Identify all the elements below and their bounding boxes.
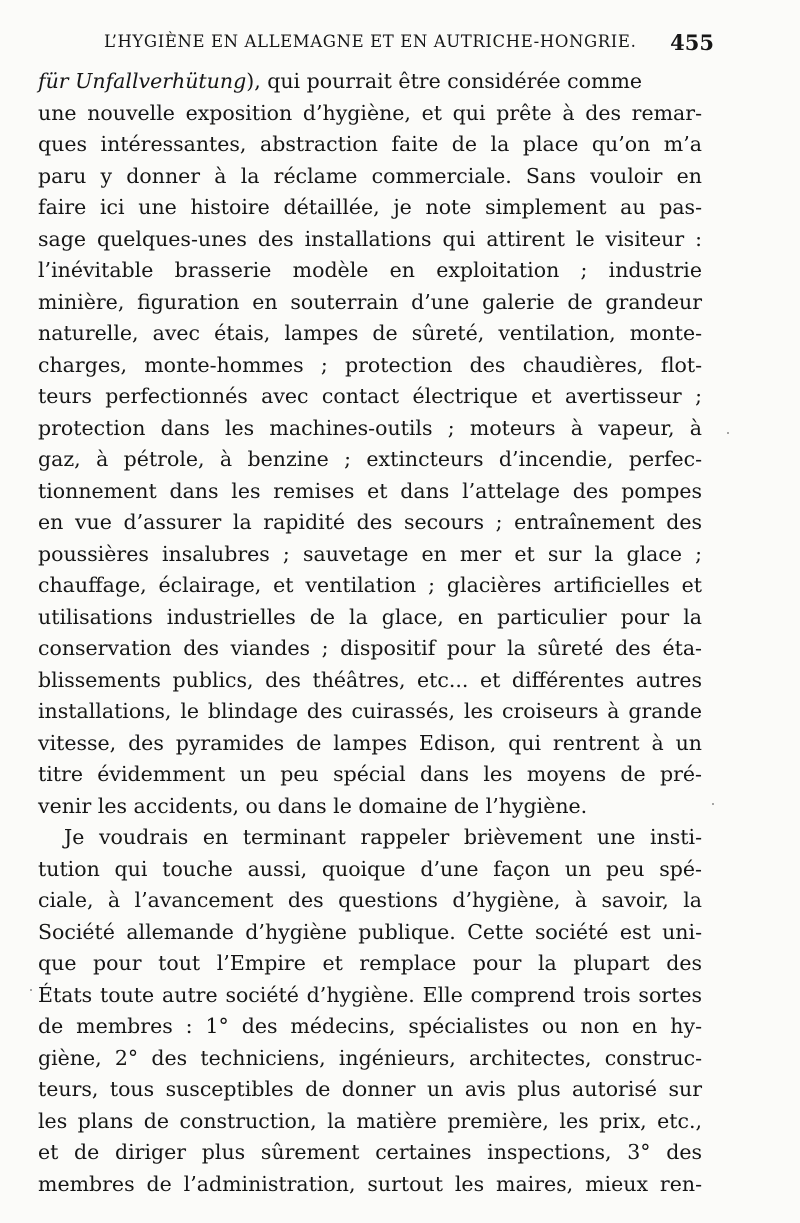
text-line [38, 66, 702, 98]
page-number: 455 [670, 30, 714, 55]
body-text [38, 66, 702, 1200]
text-line: sage quelques-unes des installations qui attirent le visiteur : [38, 226, 702, 251]
text-line: une nouvelle exposition d’hygiène, et qui prête à des remar- [38, 100, 702, 125]
text-line: teurs perfectionnés avec contact électrique et avertisseur ; [38, 384, 702, 408]
text-line: charges, monte-hommes ; protection des chaudières, flot- [38, 352, 702, 377]
paper-speck [712, 803, 714, 805]
text-line: de membres : 1° des médecins, spécialistes ou non en hy- [38, 1014, 702, 1038]
text-line: minière, figuration en souterrain d’une galerie de grandeur [38, 289, 702, 314]
text-line: conservation des viandes ; dispositif pour la sûreté des éta- [38, 636, 702, 660]
text-line: titre évidemment un peu spécial dans les moyens de pré- [38, 762, 702, 786]
text-line: et de diriger plus sûrement certaines inspections, 3° des [38, 1140, 702, 1164]
text-line: poussières insalubres ; sauvetage en mer et sur la glace ; [38, 541, 702, 566]
text-line: l’inévitable brasserie modèle en exploitation ; industrie [38, 258, 702, 282]
text-line: tionnement dans les remises et dans l’attelage des pompes [38, 478, 702, 503]
text-line: installations, le blindage des cuirassés, les croiseurs à grande [38, 699, 702, 723]
text-line: giène, 2° des techniciens, ingénieurs, architectes, construc- [38, 1045, 702, 1070]
text-line: Société allemande d’hygiène publique. Cette société est uni- [38, 919, 702, 944]
text-line: États toute autre société d’hygiène. Elle comprend trois sortes [38, 982, 702, 1007]
italic-title: für Unfallverhütung [38, 69, 247, 93]
text-line: membres de l’administration, surtout les maires, mieux ren- [38, 1171, 702, 1196]
text-line: faire ici une histoire détaillée, je note simplement au pas- [38, 195, 702, 219]
text-line: en vue d’assurer la rapidité des secours ; entraînement des [38, 510, 702, 534]
text-line: paru y donner à la réclame commerciale. Sans vouloir en [38, 163, 702, 188]
text-line: utilisations industrielles de la glace, en particulier pour la [38, 604, 702, 629]
text-line: venir les accidents, ou dans le domaine de l’hygiène. [38, 793, 588, 818]
text-line: protection dans les machines-outils ; moteurs à vapeur, à [38, 415, 702, 440]
text-line: tution qui touche aussi, quoique d’une façon un peu spé- [38, 856, 702, 881]
text-line: naturelle, avec étais, lampes de sûreté, ventilation, monte- [38, 321, 702, 345]
running-title: L’HYGIÈNE EN ALLEMAGNE ET EN AUTRICHE-HONGRIE. [104, 32, 637, 51]
paper-speck [727, 432, 729, 434]
text-line: teurs, tous susceptibles de donner un avis plus autorisé sur [38, 1077, 702, 1101]
text-line: Je voudrais en terminant rappeler brièvement une insti- [64, 825, 702, 849]
text-line: vitesse, des pyramides de lampes Edison, qui rentrent à un [38, 730, 702, 755]
paper-speck [30, 989, 32, 991]
text-line: blissements publics, des théâtres, etc... et différentes autres [38, 667, 702, 692]
text-line: ciale, à l’avancement des questions d’hygiène, à savoir, la [38, 888, 702, 912]
text-line: les plans de construction, la matière première, les prix, etc., [38, 1108, 702, 1133]
running-head [34, 32, 714, 58]
text-line: ques intéressantes, abstraction faite de la place qu’on m’a [38, 132, 702, 156]
text-line: gaz, à pétrole, à benzine ; extincteurs d’incendie, perfec- [38, 447, 702, 471]
text-line-rest: ), qui pourrait être considérée comme [246, 69, 643, 93]
text-line: chauffage, éclairage, et ventilation ; glacières artificielles et [38, 573, 702, 597]
text-line: que pour tout l’Empire et remplace pour la plupart des [38, 951, 702, 975]
